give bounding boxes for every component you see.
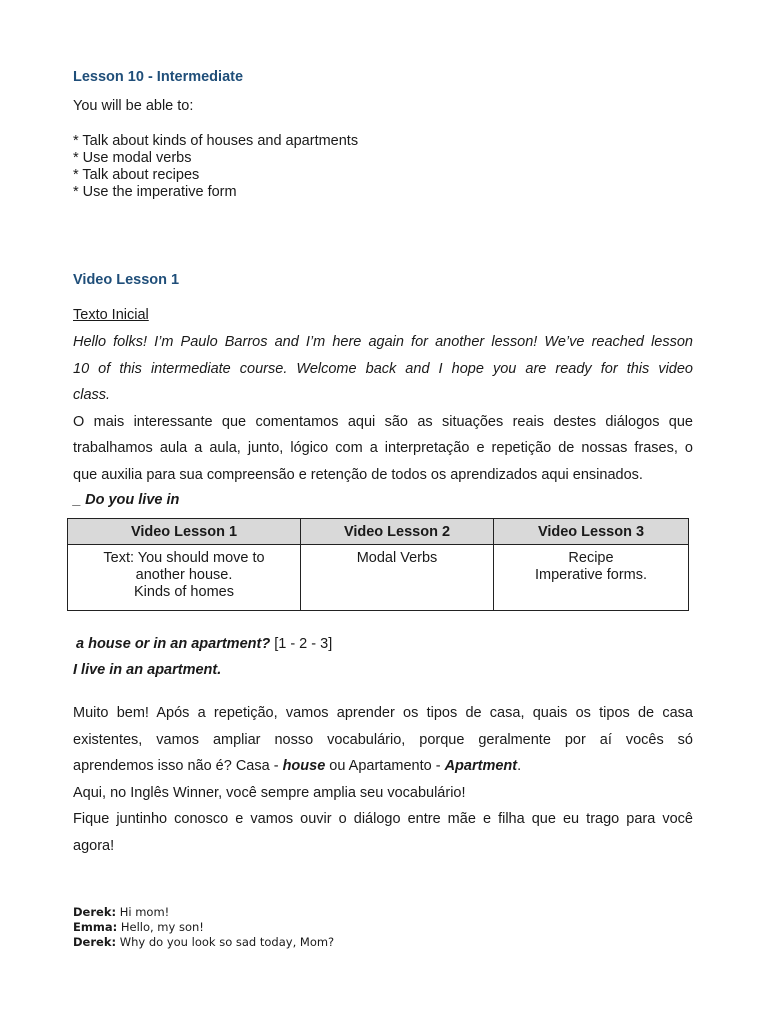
- speaker-text: Why do you look so sad today, Mom?: [116, 935, 335, 949]
- repeat-marker: [1 - 2 - 3]: [270, 636, 333, 652]
- speaker-name: Emma:: [73, 920, 118, 934]
- cell-line: another house.: [135, 567, 233, 583]
- intro-paragraph: [73, 329, 693, 488]
- question-start: _ Do you live in: [73, 492, 180, 508]
- objective-item: * Talk about recipes: [73, 167, 200, 183]
- table-header-cell: Video Lesson 2: [301, 519, 494, 545]
- explanation-line: Muito bem! Após a repetição, vamos aprender os tipos de casa, quais os tipos de casa: [73, 705, 693, 721]
- table-row: [68, 545, 689, 611]
- cell-line: Text: You should move to: [103, 550, 265, 566]
- text-run: ou Apartamento -: [325, 758, 445, 774]
- table-cell-lesson-1: [68, 545, 301, 611]
- table-header-cell: Video Lesson 1: [68, 519, 301, 545]
- speaker-name: Derek:: [73, 905, 117, 919]
- portuguese-line: que auxilia para sua compreensão e retenção de todos os aprendizados aqui ensinados.: [73, 466, 643, 483]
- question-end: a house or in an apartment?: [76, 636, 271, 652]
- portuguese-line: trabalhamos aula a aula, junto, lógico com a interpretação e repetição de nossas frases, o: [73, 440, 693, 456]
- lessons-table: [67, 518, 689, 611]
- cell-line: Recipe: [568, 550, 614, 566]
- able-to-text: You will be able to:: [73, 98, 194, 114]
- explanation-paragraph: [73, 700, 693, 859]
- word-apartment: Apartment: [444, 758, 518, 774]
- table-cell-lesson-2: [301, 545, 494, 611]
- explanation-line: existentes, vamos ampliar nosso vocabulário, porque geralmente por aí vocês só: [73, 731, 693, 748]
- objectives-list: [73, 133, 358, 201]
- cell-line: Kinds of homes: [134, 584, 234, 600]
- dialogue-line: [73, 920, 334, 935]
- text-run: aprendemos isso não é? Casa -: [73, 758, 283, 774]
- word-house: house: [282, 758, 326, 774]
- speaker-text: Hi mom!: [116, 905, 170, 919]
- table-cell-lesson-3: [494, 545, 689, 611]
- cell-line: Modal Verbs: [356, 550, 438, 566]
- portuguese-line: O mais interessante que comentamos aqui são as situações reais destes diálogos que: [73, 413, 693, 430]
- intro-line: 10 of this intermediate course. Welcome back and I hope you are ready for this video: [73, 360, 693, 377]
- objective-item: * Use modal verbs: [73, 150, 192, 166]
- cell-line: Imperative forms.: [535, 567, 647, 583]
- explanation-line: Aqui, no Inglês Winner, você sempre amplia seu vocabulário!: [73, 784, 466, 801]
- speaker-name: Derek:: [73, 935, 117, 949]
- intro-line: class.: [73, 387, 111, 403]
- intro-line: Hello folks! I’m Paulo Barros and I’m here again for another lesson! We’ve reached lesson: [73, 334, 693, 350]
- dialogue: [73, 905, 334, 950]
- question-continuation: [76, 636, 332, 653]
- text-run: .: [517, 758, 522, 774]
- speaker-text: Hello, my son!: [117, 920, 204, 934]
- explanation-line: agora!: [73, 837, 115, 854]
- explanation-line: Fique juntinho conosco e vamos ouvir o diálogo entre mãe e filha que eu trago para você: [73, 811, 693, 827]
- objective-item: * Talk about kinds of houses and apartments: [73, 133, 359, 149]
- texto-inicial-label: Texto Inicial: [73, 307, 149, 323]
- lesson-title: Lesson 10 - Intermediate: [73, 69, 244, 85]
- video-lesson-heading: Video Lesson 1: [73, 272, 180, 288]
- table-header-cell: Video Lesson 3: [494, 519, 689, 545]
- dialogue-line: [73, 905, 334, 920]
- explanation-line: [73, 753, 693, 780]
- dialogue-line: [73, 935, 334, 950]
- table-header-row: [68, 519, 689, 545]
- objective-item: * Use the imperative form: [73, 184, 237, 200]
- answer-text: I live in an apartment.: [73, 662, 222, 678]
